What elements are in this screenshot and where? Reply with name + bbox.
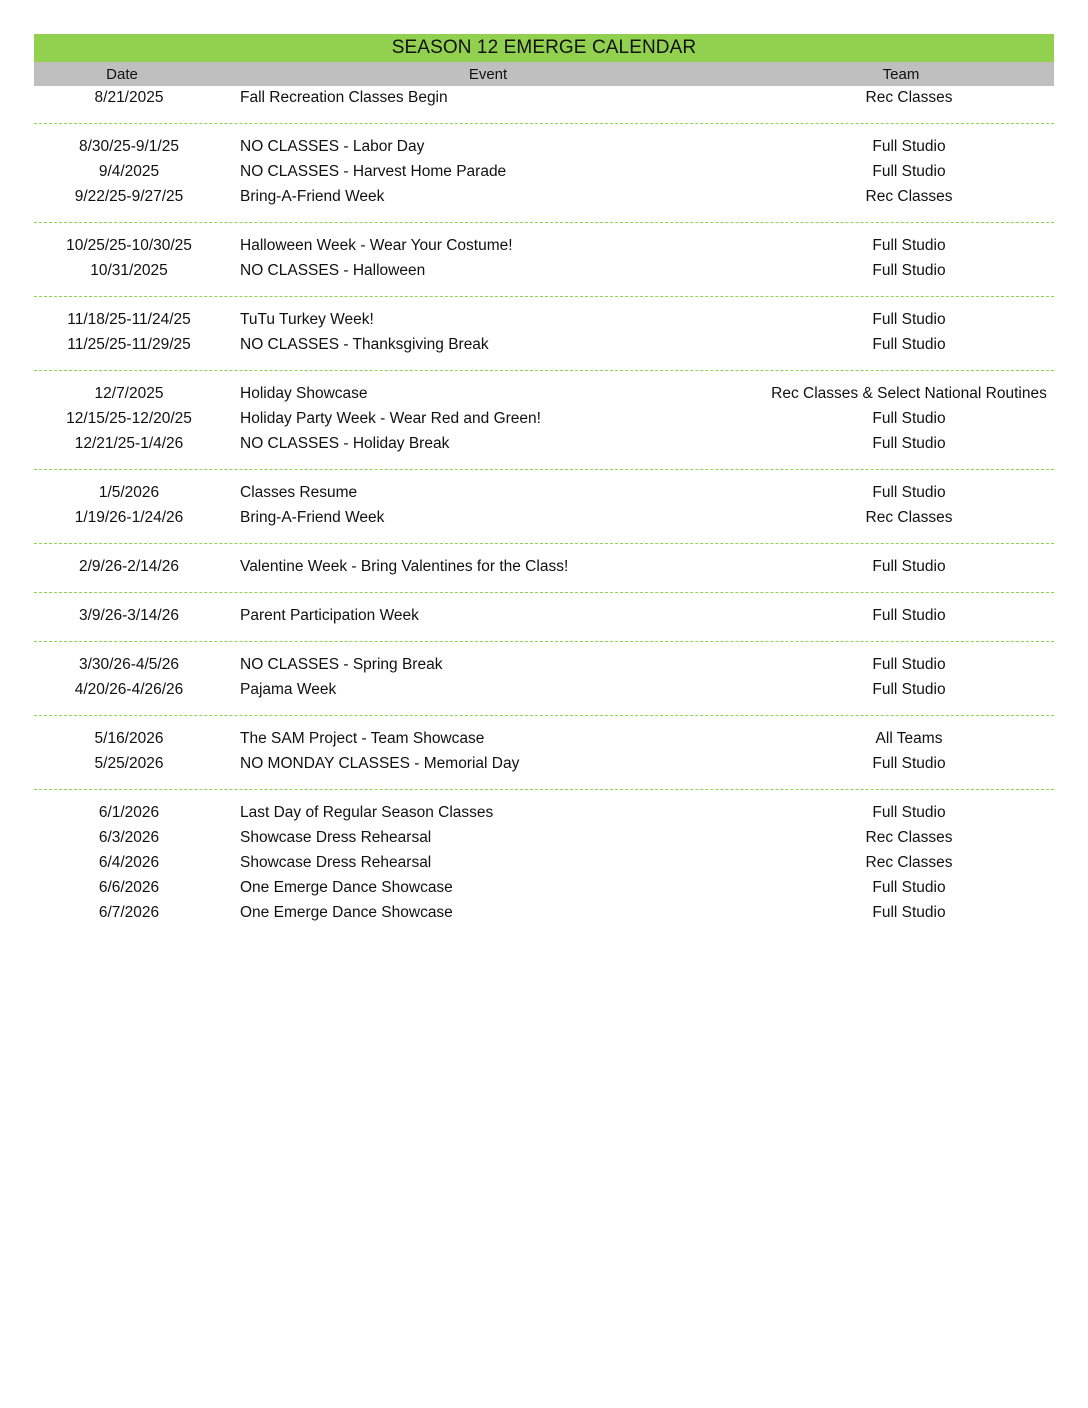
- table-row: [34, 555, 1054, 580]
- event-cell: NO CLASSES - Spring Break: [240, 656, 443, 673]
- event-cell: NO CLASSES - Harvest Home Parade: [240, 163, 507, 180]
- table-row: [34, 506, 1054, 531]
- date-cell: 6/4/2026: [98, 854, 160, 871]
- event-group: [34, 481, 1054, 531]
- event-cell: Parent Participation Week: [240, 607, 419, 624]
- table-row: [34, 382, 1054, 407]
- calendar-title: SEASON 12 EMERGE CALENDAR: [391, 37, 697, 58]
- team-cell: Full Studio: [872, 311, 946, 328]
- event-cell: NO CLASSES - Holiday Break: [240, 435, 450, 452]
- date-cell: 6/3/2026: [98, 829, 160, 846]
- date-cell: 8/21/2025: [94, 89, 164, 106]
- table-row: [34, 801, 1054, 826]
- event-cell: The SAM Project - Team Showcase: [240, 730, 485, 747]
- table-row: [34, 481, 1054, 506]
- header-team: Team: [882, 66, 920, 83]
- date-cell: 12/15/25-12/20/25: [66, 410, 192, 427]
- date-cell: 3/9/26-3/14/26: [79, 607, 179, 624]
- date-cell: 8/30/25-9/1/25: [79, 138, 179, 155]
- table-row: [34, 851, 1054, 876]
- event-cell: Valentine Week - Bring Valentines for the Class!: [240, 558, 569, 575]
- group-divider: [34, 123, 1054, 124]
- date-cell: 12/21/25-1/4/26: [74, 435, 184, 452]
- table-row: [34, 135, 1054, 160]
- event-cell: NO MONDAY CLASSES - Memorial Day: [240, 755, 520, 772]
- team-cell: Full Studio: [872, 237, 946, 254]
- group-divider: [34, 370, 1054, 371]
- team-cell: Rec Classes: [865, 829, 953, 846]
- table-row: [34, 727, 1054, 752]
- date-cell: 6/6/2026: [98, 879, 160, 896]
- table-row: [34, 876, 1054, 901]
- date-cell: 2/9/26-2/14/26: [79, 558, 179, 575]
- date-cell: 9/4/2025: [98, 163, 160, 180]
- group-divider: [34, 296, 1054, 297]
- group-divider: [34, 543, 1054, 544]
- event-cell: NO CLASSES - Halloween: [240, 262, 426, 279]
- date-cell: 6/7/2026: [98, 904, 160, 921]
- date-cell: 10/25/25-10/30/25: [66, 237, 192, 254]
- date-cell: 4/20/26-4/26/26: [74, 681, 184, 698]
- team-cell: Full Studio: [872, 879, 946, 896]
- header-date: Date: [106, 66, 138, 83]
- event-group: [34, 86, 1054, 111]
- team-cell: Full Studio: [872, 410, 946, 427]
- team-cell: Full Studio: [872, 336, 946, 353]
- team-cell: Full Studio: [872, 656, 946, 673]
- event-group: [34, 555, 1054, 580]
- date-cell: 11/18/25-11/24/25: [67, 311, 191, 328]
- team-cell: Rec Classes & Select National Routines: [771, 385, 1047, 402]
- event-cell: Halloween Week - Wear Your Costume!: [240, 237, 513, 254]
- column-header-row: [34, 62, 1054, 86]
- team-cell: Rec Classes: [865, 854, 953, 871]
- date-cell: 3/30/26-4/5/26: [79, 656, 179, 673]
- group-divider: [34, 715, 1054, 716]
- table-row: [34, 432, 1054, 457]
- date-cell: 9/22/25-9/27/25: [74, 188, 184, 205]
- group-divider: [34, 789, 1054, 790]
- table-row: [34, 407, 1054, 432]
- team-cell: Full Studio: [872, 607, 946, 624]
- date-cell: 11/25/25-11/29/25: [67, 336, 191, 353]
- team-cell: Rec Classes: [865, 188, 953, 205]
- date-cell: 6/1/2026: [98, 804, 160, 821]
- table-row: [34, 752, 1054, 777]
- calendar-title-bar: [34, 34, 1054, 62]
- table-row: [34, 259, 1054, 284]
- table-row: [34, 901, 1054, 926]
- table-row: [34, 333, 1054, 358]
- event-group: [34, 382, 1054, 457]
- group-divider: [34, 469, 1054, 470]
- team-cell: Full Studio: [872, 755, 946, 772]
- event-group: [34, 135, 1054, 210]
- event-cell: Bring-A-Friend Week: [240, 509, 385, 526]
- date-cell: 1/19/26-1/24/26: [74, 509, 184, 526]
- event-groups: [34, 86, 1054, 926]
- team-cell: Full Studio: [872, 163, 946, 180]
- group-divider: [34, 592, 1054, 593]
- team-cell: Rec Classes: [865, 509, 953, 526]
- table-row: [34, 185, 1054, 210]
- table-row: [34, 653, 1054, 678]
- event-cell: NO CLASSES - Thanksgiving Break: [240, 336, 489, 353]
- event-group: [34, 653, 1054, 703]
- team-cell: Full Studio: [872, 804, 946, 821]
- table-row: [34, 604, 1054, 629]
- event-cell: Last Day of Regular Season Classes: [240, 804, 494, 821]
- event-cell: NO CLASSES - Labor Day: [240, 138, 425, 155]
- event-group: [34, 604, 1054, 629]
- calendar-sheet: [34, 34, 1054, 926]
- table-row: [34, 678, 1054, 703]
- event-cell: One Emerge Dance Showcase: [240, 879, 453, 896]
- date-cell: 1/5/2026: [98, 484, 160, 501]
- event-group: [34, 234, 1054, 284]
- date-cell: 5/16/2026: [94, 730, 164, 747]
- team-cell: Full Studio: [872, 435, 946, 452]
- event-cell: Pajama Week: [240, 681, 337, 698]
- event-cell: Bring-A-Friend Week: [240, 188, 385, 205]
- event-group: [34, 727, 1054, 777]
- table-row: [34, 308, 1054, 333]
- event-cell: Holiday Showcase: [240, 385, 368, 402]
- date-cell: 12/7/2025: [94, 385, 164, 402]
- event-group: [34, 801, 1054, 926]
- team-cell: Rec Classes: [865, 89, 953, 106]
- event-cell: Classes Resume: [240, 484, 358, 501]
- header-event: Event: [468, 66, 508, 83]
- table-row: [34, 160, 1054, 185]
- table-row: [34, 86, 1054, 111]
- team-cell: Full Studio: [872, 904, 946, 921]
- team-cell: Full Studio: [872, 558, 946, 575]
- event-cell: Showcase Dress Rehearsal: [240, 854, 432, 871]
- group-divider: [34, 641, 1054, 642]
- event-group: [34, 308, 1054, 358]
- team-cell: Full Studio: [872, 138, 946, 155]
- team-cell: Full Studio: [872, 681, 946, 698]
- team-cell: Full Studio: [872, 484, 946, 501]
- event-cell: TuTu Turkey Week!: [240, 311, 374, 328]
- group-divider: [34, 222, 1054, 223]
- table-row: [34, 234, 1054, 259]
- date-cell: 5/25/2026: [94, 755, 164, 772]
- event-cell: Showcase Dress Rehearsal: [240, 829, 432, 846]
- team-cell: All Teams: [875, 730, 943, 747]
- table-row: [34, 826, 1054, 851]
- event-cell: Holiday Party Week - Wear Red and Green!: [240, 410, 541, 427]
- date-cell: 10/31/2025: [90, 262, 168, 279]
- event-cell: One Emerge Dance Showcase: [240, 904, 453, 921]
- event-cell: Fall Recreation Classes Begin: [240, 89, 448, 106]
- team-cell: Full Studio: [872, 262, 946, 279]
